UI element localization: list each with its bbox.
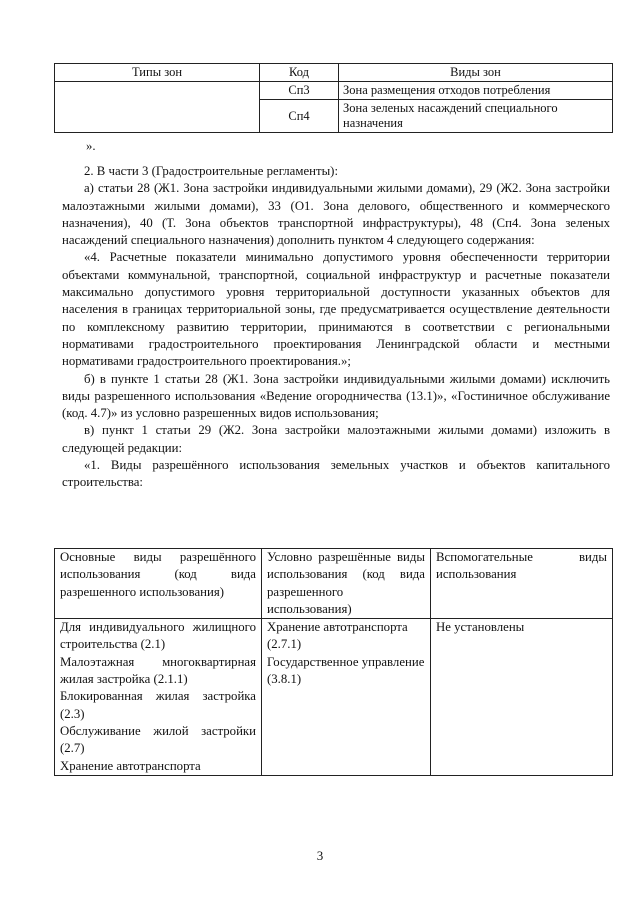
zones-types-cell [55, 82, 260, 133]
page-number: 3 [316, 848, 324, 863]
table-row [55, 82, 613, 100]
zones-header-code: Код [260, 64, 339, 82]
list-item: Хранение автотранспорта (2.7.1) [267, 620, 408, 652]
zones-header-kinds: Виды зон [339, 64, 613, 82]
paragraph-point-1: «1. Виды разрешённого использования земельных участков и объектов капитального строительства: [62, 458, 610, 490]
table-row [55, 619, 613, 776]
list-item: Блокированная жилая застройка (2.3) [60, 689, 256, 721]
paragraph-subitem-a: а) статьи 28 (Ж1. Зона застройки индивидуальными жилыми домами), 29 (Ж2. Зона застройки малоэтажными жилыми домами), 33 (О1. Зона делового, общественного и коммерческого назначения), 40 (Т. Зона объектов транспортной инфраструктуры), 48 (Сп4. Зона зеленых насаждений специального назначения) дополнить пунктом 4 следующего содержания: [62, 181, 610, 248]
list-item: Государственное управление (3.8.1) [267, 654, 425, 687]
zones-header-types: Типы зон [55, 64, 260, 82]
paragraph-subitem-b: б) в пункте 1 статьи 28 (Ж1. Зона застройки индивидуальными жилыми домами) исключить виды разрешенного использования «Ведение огородничества (13.1)», «Гостиничное обслуживание (код. 4.7)» из условно разрешенных видов использования; [62, 371, 610, 421]
list-item: Для индивидуального жилищного строительства (2.1) [60, 620, 256, 652]
zone-code-cell: Сп4 [260, 100, 339, 133]
list-item: Хранение автотранспорта [60, 758, 201, 773]
list-item: Обслуживание жилой застройки (2.7) [60, 723, 256, 756]
uses-header-main: Основные виды разрешённого использования (код вида разрешенного использования) [55, 549, 262, 619]
list-item: Малоэтажная многоквартирная жилая застройка (2.1.1) [60, 654, 256, 687]
zone-code-cell: Сп3 [260, 82, 339, 100]
auxiliary-uses-cell: Не установлены [431, 619, 613, 776]
zones-table-header-row [55, 64, 613, 82]
conditional-uses-cell [262, 619, 431, 776]
main-uses-cell [55, 619, 262, 776]
zone-name-cell: Зона зеленых насаждений специального назначения [339, 100, 613, 133]
uses-header-auxiliary: Вспомогательные виды использования [431, 549, 613, 619]
uses-table-header-row [55, 549, 613, 619]
paragraph-item-2: 2. В части 3 (Градостроительные регламенты): [84, 164, 338, 178]
permitted-uses-table [54, 548, 613, 776]
paragraph-point-4: «4. Расчетные показатели минимально допустимого уровня обеспеченности территории объектами коммунальной, транспортной, социальной инфраструктур и расчетные показатели максимально допустимого уровня территориальной доступности указанных объектов для населения в границах территориальной зоны, где предусматривается осуществление деятельности по комплексному развитию территории, принимаются в соответствии с региональными нормативами градостроительного проектирования Ленинградской области и местными нормативами градостроительного проектирования.»; [62, 250, 610, 369]
zone-name-cell: Зона размещения отходов потребления [339, 82, 613, 100]
uses-header-conditional: Условно разрешённые виды использования (код вида разрешенного использования) [262, 549, 431, 619]
quote-close-mark: ». [86, 139, 96, 153]
zones-table [54, 63, 613, 133]
body-text [62, 163, 610, 492]
paragraph-subitem-v: в) пункт 1 статьи 29 (Ж2. Зона застройки малоэтажными жилыми домами) изложить в следующей редакции: [62, 423, 610, 455]
